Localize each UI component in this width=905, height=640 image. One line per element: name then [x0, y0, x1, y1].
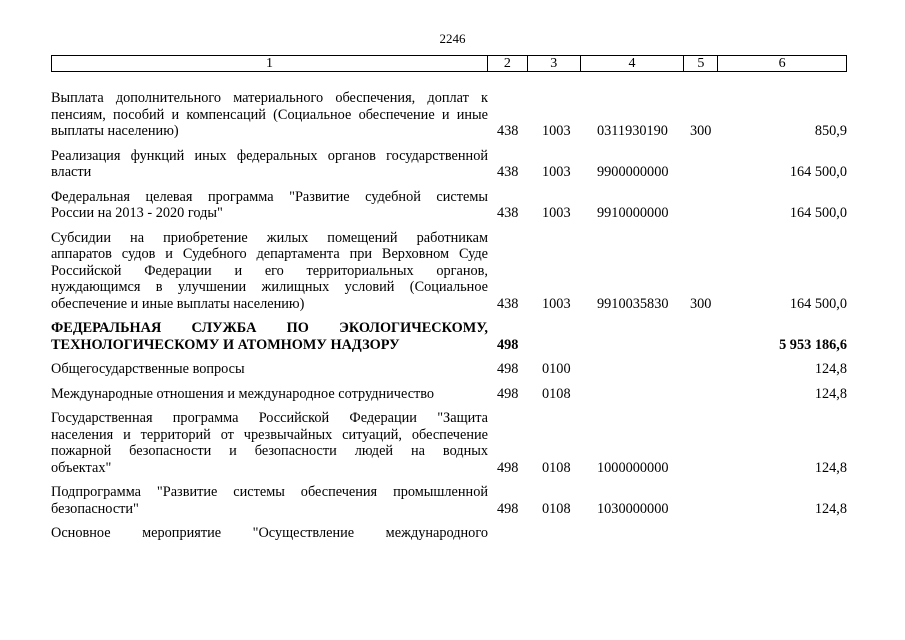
- expense-type-code: 300: [690, 295, 712, 312]
- table-row: [51, 320, 847, 353]
- section-code: 0108: [542, 459, 571, 476]
- header-col-1: 1: [52, 56, 488, 71]
- ministry-code: 498: [497, 385, 519, 402]
- description-line: Федеральная целевая программа "Развитие судебной системы: [51, 188, 488, 205]
- ministry-code: 498: [497, 459, 519, 476]
- description-line: Государственная программа Российской Федерации "Защита: [51, 410, 488, 426]
- row-description: [51, 525, 488, 542]
- description-line: ТЕХНОЛОГИЧЕСКОМУ И АТОМНОМУ НАДЗОРУ: [51, 336, 400, 353]
- table-row: [51, 410, 847, 476]
- amount: 164 500,0: [789, 205, 847, 221]
- amount: 164 500,0: [789, 295, 847, 312]
- target-article-code: 1000000000: [597, 459, 669, 476]
- description-line: нуждающимся в улучшении жилищных условий (Социальное: [51, 279, 488, 295]
- description-line: Выплата дополнительного материального обеспечения, доплат к: [51, 90, 488, 106]
- ministry-code: 438: [497, 164, 519, 180]
- section-code: 1003: [542, 123, 571, 139]
- table-row: [51, 230, 847, 313]
- amount: 124,8: [814, 361, 847, 377]
- description-line: выплаты населению): [51, 123, 179, 139]
- row-description: [51, 484, 488, 517]
- header-col-2: 2: [488, 56, 528, 71]
- table-row: [51, 386, 847, 403]
- amount: 124,8: [814, 385, 847, 402]
- table-row: [51, 148, 847, 181]
- description-line: ФЕДЕРАЛЬНАЯ СЛУЖБА ПО ЭКОЛОГИЧЕСКОМУ,: [51, 320, 488, 336]
- description-line: объектах": [51, 459, 112, 476]
- description-line: пожарной безопасности и безопасности людей на водных: [51, 443, 488, 459]
- ministry-code: 498: [497, 500, 519, 517]
- description-line: пенсиям, пособий и компенсаций (Социальное обеспечение и иные: [51, 106, 488, 123]
- ministry-code: 498: [497, 361, 519, 377]
- target-article-code: 1030000000: [597, 500, 669, 517]
- header-col-3: 3: [528, 56, 581, 71]
- table-row: [51, 189, 847, 222]
- section-code: 1003: [542, 164, 571, 180]
- header-col-6: 6: [778, 56, 786, 71]
- row-description: [51, 386, 488, 403]
- description-line: Подпрограмма "Развитие системы обеспечения промышленной: [51, 484, 488, 500]
- table-row: [51, 525, 847, 542]
- description-line: Реализация функций иных федеральных органов государственной: [51, 147, 488, 164]
- amount: 5 953 186,6: [779, 336, 847, 353]
- section-code: 0108: [542, 500, 571, 517]
- section-code: 0108: [542, 385, 571, 402]
- amount: 124,8: [814, 500, 847, 517]
- target-article-code: 0311930190: [597, 123, 668, 139]
- amount: 124,8: [814, 459, 847, 476]
- header-col-4: 4: [581, 56, 685, 71]
- ministry-code: 438: [497, 123, 519, 139]
- description-line: Общегосударственные вопросы: [51, 361, 245, 377]
- row-description: [51, 148, 488, 181]
- description-line: Субсидии на приобретение жилых помещений работникам: [51, 229, 488, 246]
- expense-type-code: 300: [690, 123, 712, 139]
- description-line: населения и территорий от чрезвычайных ситуаций, обеспечение: [51, 426, 488, 443]
- row-description: [51, 410, 488, 476]
- header-col-5: 5: [684, 56, 718, 71]
- table-row: [51, 361, 847, 378]
- section-code: 1003: [542, 205, 571, 221]
- table-row: [51, 90, 847, 140]
- ministry-code: 438: [497, 205, 519, 221]
- description-line: России на 2013 - 2020 годы": [51, 205, 223, 221]
- row-description: [51, 90, 488, 140]
- table-row: [51, 484, 847, 517]
- target-article-code: 9910035830: [597, 295, 669, 312]
- target-article-code: 9900000000: [597, 164, 669, 180]
- ministry-code: 438: [497, 295, 519, 312]
- target-article-code: 9910000000: [597, 205, 669, 221]
- row-description: [51, 189, 488, 222]
- description-line: Основное мероприятие "Осуществление международного: [51, 525, 488, 541]
- description-line: обеспечение и иные выплаты населению): [51, 295, 305, 312]
- description-line: безопасности": [51, 500, 139, 517]
- row-description: [51, 361, 488, 378]
- amount: 164 500,0: [789, 164, 847, 180]
- description-line: власти: [51, 164, 92, 180]
- description-line: аппаратов судов и Судебного департамента при Верховном Суде: [51, 246, 488, 262]
- row-description: [51, 230, 488, 313]
- amount: 850,9: [814, 123, 847, 139]
- page-number: 2246: [439, 31, 466, 46]
- description-line: Международные отношения и международное сотрудничество: [51, 385, 435, 402]
- description-line: Российской Федерации и его территориальных органов,: [51, 262, 488, 279]
- ministry-code: 498: [497, 336, 519, 353]
- row-description: [51, 320, 488, 353]
- section-code: 0100: [542, 361, 571, 377]
- table-body: [51, 90, 847, 550]
- section-code: 1003: [542, 295, 571, 312]
- table-header: [51, 55, 847, 72]
